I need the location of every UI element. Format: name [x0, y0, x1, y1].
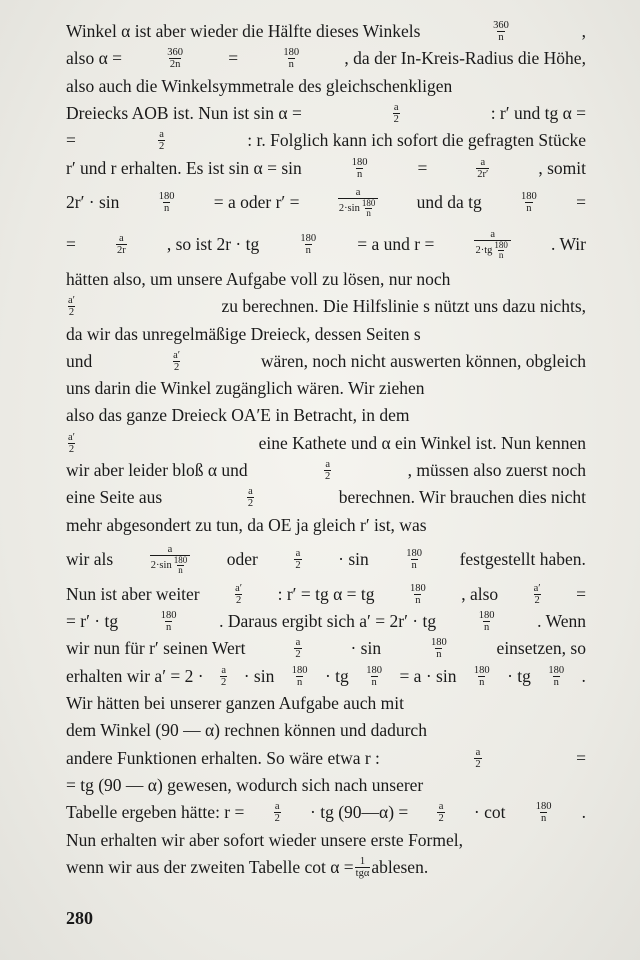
- text-line: = $\frac{a}{2}$ : r. Folglich kann ich sofort die gefragten Stücke: [66, 129, 586, 153]
- text-line: Winkel α ist aber wieder die Hälfte dieses Winkels 360 n ,: [66, 20, 586, 44]
- text-line: eine Seite aus a 2 berechnen. Wir brauchen dies nicht: [66, 486, 586, 510]
- text-line: dem Winkel (90 — α) rechnen können und dadurch: [66, 720, 427, 741]
- text-line: a′ 2 eine Kathete und α ein Winkel ist. Nun kennen: [68, 431, 586, 455]
- text-line: Nun ist aber weiter a′ 2 : r′ = tg α = tg 180 n , also $\frac{a'}{2}$ =: [66, 582, 586, 606]
- text-line: wenn wir aus der zweiten Tabelle cot α = 1 tgα ablesen.: [66, 855, 429, 879]
- text-line: wir nun für r′ seinen Wert a 2 · sin 180 n einsetzen, so: [66, 637, 586, 661]
- text-line: = $\frac{a}{2r}$ , so ist 2r · tg $\frac{180}{n}$ = a und r = a 2·tg 180 n . Wir: [66, 228, 586, 261]
- fraction: $\frac{180}{n}$: [283, 47, 300, 71]
- fraction: a 2: [295, 637, 301, 661]
- fraction: a′ 2: [68, 295, 75, 319]
- fraction: 180 n: [160, 610, 177, 634]
- text-line: = r′ · tg 180 n . Daraus ergibt sich a′ = 2r′ · tg 180 n . Wenn: [66, 610, 586, 634]
- text-line: also α = $\frac{360}{2n}$ = $\frac{180}{n}$ , da der In-Kreis-Radius die Höhe,: [66, 47, 586, 71]
- text-line: Nun erhalten wir aber sofort wieder unsere erste Formel,: [66, 829, 464, 850]
- text-line: und a′ 2 wären, noch nicht auswerten können, obgleich: [66, 349, 586, 373]
- text-line: a′ 2 zu berechnen. Die Hilfslinie s nützt uns dazu nichts,: [68, 295, 586, 319]
- fraction: $\frac{a}{2r'}$: [477, 156, 489, 180]
- text-line: erhalten wir a′ = 2 · a 2 · sin 180 n · tg $\frac{180}{n}$ = a · sin 180 n · tg 180 n .: [66, 664, 586, 688]
- fraction: $\frac{a}{2}$: [158, 129, 165, 153]
- text-line: Tabelle ergeben hätte: r = $\frac{a}{2}$ · tg (90—α) = $\frac{a}{2}$ · cot 180 n .: [66, 801, 586, 825]
- text-line: r′ und r erhalten. Es ist sin α = sin $\frac{180}{n}$ = $\frac{a}{2r'}$ , somit: [66, 156, 586, 180]
- fraction: $\frac{a}{2}$: [274, 801, 280, 825]
- fraction: $\frac{a}{2}$: [438, 801, 444, 825]
- fraction: 180 n: [409, 582, 426, 606]
- text-line: andere Funktionen erhalten. So wäre etwa r : $\frac{a}{2}$ =: [66, 746, 586, 770]
- text-line: wir aber leider bloß α und a 2 , müssen also zuerst noch: [66, 458, 586, 482]
- page-number: 280: [66, 908, 93, 928]
- text-line: hätten also, um unsere Aufgabe voll zu lösen, nur noch: [66, 268, 451, 289]
- fraction: 180 n: [535, 801, 552, 825]
- fraction: 180 n: [478, 610, 495, 634]
- text-line: = tg (90 — α) gewesen, wodurch sich nach unserer: [66, 774, 424, 795]
- fraction: a 2·sin 180 n: [150, 544, 191, 576]
- fraction: a 2·sin 180 n: [338, 187, 379, 219]
- fraction: $\frac{180}{n}$: [158, 191, 175, 215]
- text-line: also das ganze Dreieck OA′E in Betracht, in dem: [66, 405, 410, 426]
- body-text: [66, 18, 586, 881]
- fraction: $\frac{a}{2r}$: [117, 233, 126, 257]
- text-line: mehr abgesondert zu tun, da OE ja gleich r′ ist, was: [66, 514, 427, 535]
- fraction: $\frac{180}{n}$: [300, 233, 317, 257]
- fraction: 360 n: [493, 20, 509, 44]
- text-line: uns darin die Winkel zugänglich wären. Wir ziehen: [66, 378, 425, 399]
- text-line: wir als a 2·sin 180 n oder a 2 · sin 180 n festgestellt haben.: [66, 543, 586, 576]
- fraction: 180 n: [473, 664, 490, 688]
- fraction: $\frac{360}{2n}$: [167, 47, 183, 71]
- text-line: da wir das unregelmäßige Dreieck, dessen Seiten s: [66, 323, 421, 344]
- fraction: a 2: [247, 486, 254, 510]
- fraction: 180 n: [406, 548, 423, 572]
- fraction: $\frac{180}{n}$: [366, 664, 382, 688]
- fraction: 180 n: [548, 664, 565, 688]
- fraction: a 2: [221, 664, 227, 688]
- fraction: 1 tgα: [355, 855, 370, 879]
- text-line: 2r′ · sin $\frac{180}{n}$ = a oder r′ = a 2·sin 180 n und da tg $\frac{180}{n}$ =: [66, 186, 586, 219]
- fraction: a′ 2: [173, 349, 181, 373]
- text-line: Dreiecks AOB ist. Nun ist sin α = $\frac{a}{2}$ : r′ und tg α =: [66, 102, 586, 126]
- fraction: $\frac{a'}{2}$: [533, 582, 541, 606]
- fraction: a′ 2: [68, 431, 75, 455]
- fraction: a 2: [295, 548, 301, 572]
- fraction: a 2: [325, 458, 331, 482]
- fraction: 180 n: [430, 637, 447, 661]
- fraction: $\frac{a}{2}$: [475, 746, 481, 770]
- fraction: a 2·tg 180 n: [474, 229, 510, 261]
- fraction: a′ 2: [235, 582, 243, 606]
- fraction: $\frac{180}{n}$: [351, 156, 368, 180]
- fraction: $\frac{a}{2}$: [393, 102, 399, 126]
- text-line: Wir hätten bei unserer ganzen Aufgabe auch mit: [66, 693, 404, 714]
- text-line: also auch die Winkelsymmetrale des gleichschenkligen: [66, 75, 453, 96]
- fraction: 180 n: [291, 664, 308, 688]
- fraction: $\frac{180}{n}$: [521, 191, 537, 215]
